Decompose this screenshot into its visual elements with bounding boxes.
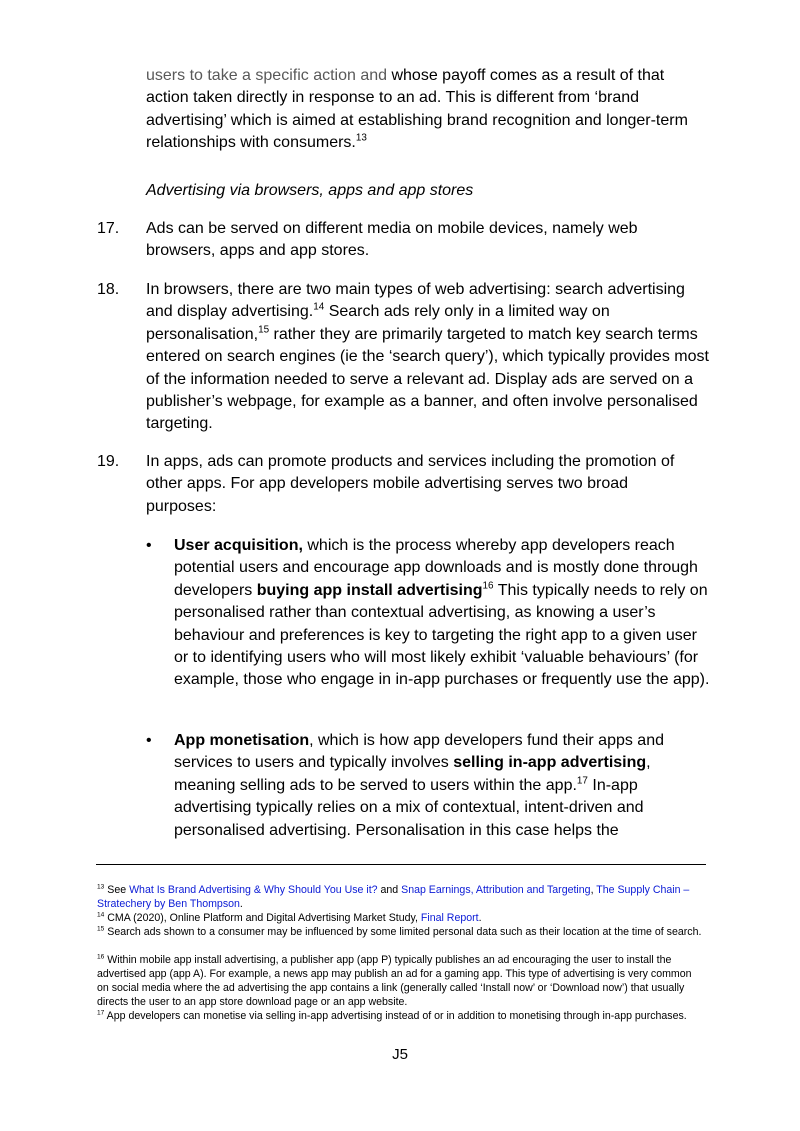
footnote-text: .	[478, 912, 482, 924]
bullet-user-acquisition	[174, 535, 714, 692]
footnote-15	[97, 925, 704, 939]
bullet-marker: •	[146, 537, 152, 554]
footnote-17	[97, 1009, 704, 1023]
footnote-text: Within mobile app install advertising, a publisher app (app P) typically publishes an ad encouraging the user to install the advertised app (app A). For example, a news app may publish an ad for a gaming app. This type of advertising is very common on social media where the ad advertising the app contains a link (generally called ‘Install now’ or ‘Download now’) that usually directs the user to an app store download page or an app website.	[97, 954, 692, 1008]
footnote-text: Search ads shown to a consumer may be influenced by some limited personal data such as their location at the time of search.	[104, 926, 702, 938]
footnote-ref-17[interactable]: 17	[576, 775, 588, 787]
footnote-16	[97, 953, 704, 1009]
footnote-text: See	[104, 884, 130, 896]
paragraph-number-19: 19.	[97, 453, 120, 470]
footnote-text: App developers can monetise via selling in-app advertising instead of or in addition to monetising through in-app purchases.	[104, 1010, 687, 1022]
footnote-number: 15	[97, 925, 105, 933]
bullet-marker: •	[146, 732, 152, 749]
paragraph-19: In apps, ads can promote products and services including the promotion of other apps. For app developers mobile advertising serves two broad purposes:	[146, 453, 675, 515]
footnote-text: and	[377, 884, 402, 896]
bullet-text: , which is how app developers fund their apps and services to users and typically involves	[174, 732, 664, 772]
bullet-bold-phrase: buying app install advertising	[256, 581, 483, 599]
footnote-text: .	[239, 898, 243, 910]
footnote-text: CMA (2020), Online Platform and Digital Advertising Market Study,	[104, 912, 421, 924]
paragraph-number-17: 17.	[97, 220, 120, 237]
footnote-number: 16	[97, 953, 105, 961]
page-number: J5	[392, 1046, 408, 1063]
footnote-ref-13[interactable]: 13	[355, 132, 367, 144]
bullet-bold-term: User acquisition,	[174, 537, 303, 554]
footnote-13	[97, 883, 704, 911]
bullet-text-end: In-app advertising typically relies on a mix of contextual, intent-driven and personalised advertising. Personalisation in this case helps the	[174, 776, 644, 839]
bullet-bold-phrase: selling in-app advertising	[453, 754, 647, 772]
footnote-14	[97, 911, 704, 925]
paragraph-number-18: 18.	[97, 281, 120, 298]
section-heading: Advertising via browsers, apps and app stores	[146, 182, 474, 199]
paragraph-18	[146, 279, 711, 436]
footnote-separator	[96, 864, 706, 865]
paragraph-18-text-3: rather they are primarily targeted to match key search terms entered on search engines (ie the ‘search query’), which typically provides most of the information needed to serve a relevant ad. Display ads are served on a publisher’s webpage, for example as a banner, and often involve personalised targeting.	[146, 325, 709, 433]
bullet-text: which is the process whereby app developers reach potential users and encourage app downloads and is mostly done through developers	[174, 537, 698, 599]
paragraph-18-text-2: Search ads rely only in a limited way on personalisation,	[146, 303, 610, 343]
link-snap-earnings[interactable]: Snap Earnings, Attribution and Targeting	[401, 884, 591, 896]
footnote-number: 17	[97, 1009, 105, 1017]
footnote-number: 14	[97, 911, 105, 919]
intro-text: whose payoff comes as a result of that action taken directly in response to an ad. This is different from ‘brand advertising’ which is aimed at establishing brand recognition and longer-term relationships with consumers.	[146, 67, 688, 152]
intro-grey-text: users to take a specific action and	[146, 67, 388, 84]
bullet-app-monetisation	[174, 730, 694, 842]
footnote-text: ,	[590, 884, 597, 896]
intro-paragraph	[146, 65, 711, 155]
bullet-text-continued: , meaning selling ads to be served to users within the app.	[174, 754, 651, 794]
bullet-text-continued: This typically needs to rely on personalised rather than contextual advertising, as knowing a user’s behaviour and preferences is key to targeting the right app to a given user or to identifying users who will most likely exhibit ‘valuable behaviours’ (for example, those who engage in in-app purchases or frequently use the app).	[174, 581, 710, 689]
link-brand-advertising[interactable]: What Is Brand Advertising & Why Should You Use it?	[129, 884, 378, 896]
footnote-number: 13	[97, 883, 105, 891]
link-final-report[interactable]: Final Report	[420, 912, 479, 924]
bullet-bold-term: App monetisation	[174, 732, 310, 749]
footnote-ref-16[interactable]: 16	[482, 580, 494, 592]
paragraph-18-text-1: In browsers, there are two main types of web advertising: search advertising and display advertising.	[146, 281, 685, 321]
footnote-ref-15[interactable]: 15	[258, 324, 270, 336]
paragraph-17: Ads can be served on different media on mobile devices, namely web browsers, apps and app stores.	[146, 220, 638, 260]
footnote-ref-14[interactable]: 14	[313, 302, 325, 314]
link-stratechery[interactable]: The Supply Chain – Stratechery by Ben Thompson	[97, 884, 690, 910]
